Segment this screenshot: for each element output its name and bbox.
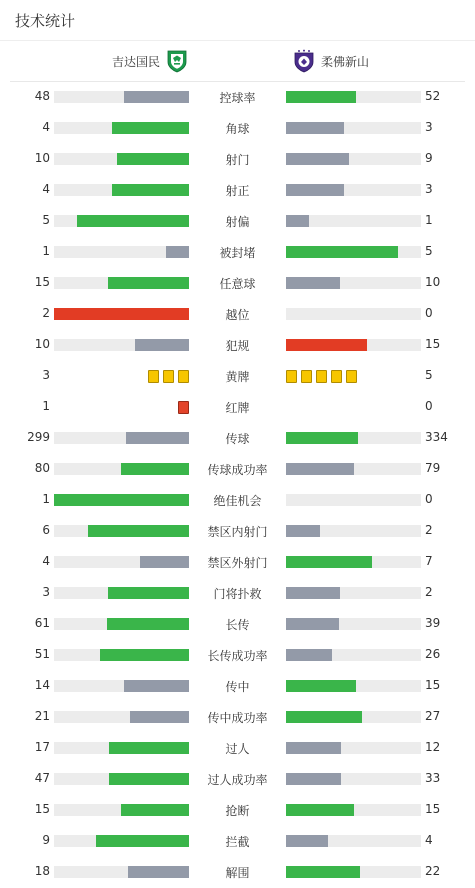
stat-label: 传球 <box>225 432 250 446</box>
stat-label: 射门 <box>225 153 250 167</box>
away-bar-fill <box>286 215 309 227</box>
away-bar-fill <box>286 246 398 258</box>
away-value: 15 <box>425 802 441 816</box>
home-value: 10 <box>34 337 50 351</box>
away-value: 2 <box>425 585 433 599</box>
stat-label: 过人 <box>225 742 250 756</box>
stat-row <box>0 423 475 454</box>
stat-label: 犯规 <box>225 339 250 353</box>
away-bar-track <box>286 804 421 816</box>
away-value: 0 <box>425 399 433 413</box>
stat-label: 射正 <box>225 184 250 198</box>
home-value: 299 <box>27 430 50 444</box>
stat-label: 红牌 <box>225 401 250 415</box>
away-value: 33 <box>425 771 441 785</box>
home-value: 1 <box>42 492 50 506</box>
home-bar-fill <box>77 215 189 227</box>
away-bar-track <box>286 91 421 103</box>
stat-label: 抢断 <box>225 804 250 818</box>
away-bar-track <box>286 742 421 754</box>
home-bar-track <box>54 277 189 289</box>
away-value: 0 <box>425 492 433 506</box>
stat-label: 控球率 <box>219 91 256 105</box>
home-cards <box>178 401 189 414</box>
home-bar-track <box>54 556 189 568</box>
home-bar-track <box>54 618 189 630</box>
away-value: 5 <box>425 368 433 382</box>
away-bar-track <box>286 432 421 444</box>
home-bar-track <box>54 866 189 878</box>
away-bar-track <box>286 463 421 475</box>
home-value: 15 <box>34 802 50 816</box>
home-value: 61 <box>34 616 50 630</box>
away-bar-fill <box>286 742 341 754</box>
red-card-icon <box>178 401 189 414</box>
home-team[interactable] <box>112 49 189 73</box>
away-bar-fill <box>286 773 341 785</box>
home-value: 48 <box>34 89 50 103</box>
away-bar-fill <box>286 277 340 289</box>
away-bar-track <box>286 339 421 351</box>
home-bar-track <box>54 649 189 661</box>
away-bar-fill <box>286 649 332 661</box>
away-value: 1 <box>425 213 433 227</box>
home-value: 9 <box>42 833 50 847</box>
away-value: 26 <box>425 647 441 661</box>
teams-header <box>0 40 475 82</box>
home-bar-fill <box>108 277 189 289</box>
stat-label: 禁区外射门 <box>207 556 268 570</box>
stat-label: 解围 <box>225 866 250 880</box>
home-bar-fill <box>124 91 189 103</box>
home-bar-fill <box>96 835 189 847</box>
away-team[interactable] <box>292 49 369 73</box>
stat-row <box>0 299 475 330</box>
home-bar-track <box>54 246 189 258</box>
stat-label: 任意球 <box>219 277 256 291</box>
home-bar-track <box>54 463 189 475</box>
home-bar-track <box>54 91 189 103</box>
yellow-card-icon <box>331 370 342 383</box>
home-value: 47 <box>34 771 50 785</box>
stat-label: 拦截 <box>225 835 250 849</box>
home-bar-fill <box>166 246 189 258</box>
away-bar-fill <box>286 339 367 351</box>
home-bar-fill <box>107 618 189 630</box>
away-value: 15 <box>425 337 441 351</box>
away-bar-track <box>286 711 421 723</box>
stat-label: 禁区内射门 <box>207 525 268 539</box>
away-bar-track <box>286 153 421 165</box>
away-bar-fill <box>286 91 356 103</box>
stat-label: 长传成功率 <box>207 649 268 663</box>
away-bar-fill <box>286 463 354 475</box>
home-bar-fill <box>108 587 189 599</box>
away-bar-track <box>286 773 421 785</box>
stat-row <box>0 640 475 671</box>
home-bar-fill <box>112 122 189 134</box>
yellow-card-icon <box>163 370 174 383</box>
away-value: 3 <box>425 120 433 134</box>
stat-label: 黄牌 <box>225 370 250 384</box>
stat-row <box>0 764 475 795</box>
away-bar-fill <box>286 184 344 196</box>
home-value: 1 <box>42 244 50 258</box>
home-bar-fill <box>128 866 189 878</box>
home-value: 2 <box>42 306 50 320</box>
away-value: 2 <box>425 523 433 537</box>
yellow-card-icon <box>301 370 312 383</box>
stat-label: 传中 <box>225 680 250 694</box>
away-value: 7 <box>425 554 433 568</box>
header <box>0 0 475 41</box>
stat-row <box>0 733 475 764</box>
away-bar-fill <box>286 587 340 599</box>
stat-label: 越位 <box>225 308 250 322</box>
stat-row <box>0 361 475 392</box>
away-bar-track <box>286 649 421 661</box>
stat-label: 传中成功率 <box>207 711 268 725</box>
away-bar-track <box>286 680 421 692</box>
away-value: 0 <box>425 306 433 320</box>
yellow-card-icon <box>316 370 327 383</box>
home-bar-fill <box>117 153 189 165</box>
stat-row <box>0 516 475 547</box>
home-bar-fill <box>126 432 189 444</box>
home-bar-track <box>54 680 189 692</box>
home-bar-track <box>54 339 189 351</box>
stats-list <box>0 82 475 888</box>
away-value: 5 <box>425 244 433 258</box>
home-bar-fill <box>100 649 189 661</box>
yellow-card-icon <box>178 370 189 383</box>
stat-row <box>0 237 475 268</box>
stat-row <box>0 330 475 361</box>
stat-row <box>0 206 475 237</box>
away-bar-track <box>286 246 421 258</box>
away-bar-fill <box>286 153 349 165</box>
stat-row <box>0 392 475 423</box>
away-value: 15 <box>425 678 441 692</box>
away-value: 39 <box>425 616 441 630</box>
stat-label: 过人成功率 <box>207 773 268 787</box>
away-bar-track <box>286 308 421 320</box>
away-bar-track <box>286 215 421 227</box>
home-value: 3 <box>42 585 50 599</box>
stat-row <box>0 82 475 113</box>
away-bar-track <box>286 494 421 506</box>
away-value: 27 <box>425 709 441 723</box>
away-value: 10 <box>425 275 441 289</box>
home-bar-fill <box>88 525 189 537</box>
stat-row <box>0 609 475 640</box>
stat-row <box>0 671 475 702</box>
home-bar-fill <box>112 184 189 196</box>
home-team-name: 吉达国民 <box>111 54 160 69</box>
stat-row <box>0 795 475 826</box>
home-bar-fill <box>54 494 189 506</box>
away-bar-track <box>286 184 421 196</box>
yellow-card-icon <box>148 370 159 383</box>
home-bar-track <box>54 773 189 785</box>
away-team-name: 柔佛新山 <box>321 54 370 69</box>
home-value: 21 <box>34 709 50 723</box>
home-cards <box>148 370 189 383</box>
away-bar-track <box>286 122 421 134</box>
stat-row <box>0 485 475 516</box>
home-bar-track <box>54 494 189 506</box>
home-value: 14 <box>34 678 50 692</box>
stat-row <box>0 454 475 485</box>
home-bar-track <box>54 835 189 847</box>
stat-row <box>0 175 475 206</box>
away-bar-fill <box>286 618 339 630</box>
home-value: 18 <box>34 864 50 878</box>
away-bar-fill <box>286 122 344 134</box>
home-bar-track <box>54 432 189 444</box>
home-bar-track <box>54 153 189 165</box>
home-bar-track <box>54 711 189 723</box>
stat-label: 射偏 <box>225 215 250 229</box>
home-bar-fill <box>54 308 189 320</box>
away-bar-fill <box>286 804 354 816</box>
home-value: 3 <box>42 368 50 382</box>
home-bar-fill <box>121 804 189 816</box>
home-bar-track <box>54 122 189 134</box>
away-bar-fill <box>286 556 372 568</box>
stat-row <box>0 547 475 578</box>
home-bar-fill <box>109 773 189 785</box>
stat-label: 角球 <box>225 122 250 136</box>
home-bar-fill <box>121 463 189 475</box>
home-bar-fill <box>140 556 189 568</box>
stat-label: 绝佳机会 <box>213 494 262 508</box>
stat-label: 门将扑救 <box>213 587 262 601</box>
stat-row <box>0 702 475 733</box>
away-value: 4 <box>425 833 433 847</box>
home-bar-track <box>54 308 189 320</box>
home-value: 1 <box>42 399 50 413</box>
away-value: 12 <box>425 740 441 754</box>
home-bar-fill <box>135 339 189 351</box>
home-value: 5 <box>42 213 50 227</box>
home-value: 80 <box>34 461 50 475</box>
home-bar-track <box>54 742 189 754</box>
home-value: 17 <box>34 740 50 754</box>
stat-label: 长传 <box>225 618 250 632</box>
home-value: 15 <box>34 275 50 289</box>
away-value: 52 <box>425 89 441 103</box>
away-bar-track <box>286 866 421 878</box>
home-value: 4 <box>42 120 50 134</box>
away-cards <box>286 370 357 383</box>
home-value: 4 <box>42 554 50 568</box>
away-bar-track <box>286 556 421 568</box>
away-value: 22 <box>425 864 441 878</box>
stat-row <box>0 113 475 144</box>
away-bar-track <box>286 525 421 537</box>
home-team-logo-icon <box>165 49 189 73</box>
home-bar-fill <box>124 680 189 692</box>
home-value: 6 <box>42 523 50 537</box>
away-value: 9 <box>425 151 433 165</box>
yellow-card-icon <box>346 370 357 383</box>
page-title: 技术统计 <box>15 12 76 30</box>
home-bar-track <box>54 804 189 816</box>
away-team-logo-icon <box>292 49 316 73</box>
stat-label: 传球成功率 <box>207 463 268 477</box>
away-bar-track <box>286 835 421 847</box>
away-bar-track <box>286 618 421 630</box>
home-bar-track <box>54 184 189 196</box>
stat-row <box>0 826 475 857</box>
home-bar-track <box>54 525 189 537</box>
away-bar-fill <box>286 711 362 723</box>
away-bar-fill <box>286 432 358 444</box>
away-bar-fill <box>286 680 356 692</box>
home-value: 4 <box>42 182 50 196</box>
away-bar-track <box>286 587 421 599</box>
home-bar-track <box>54 587 189 599</box>
stat-row <box>0 857 475 888</box>
stat-row <box>0 578 475 609</box>
away-value: 79 <box>425 461 441 475</box>
away-bar-fill <box>286 835 328 847</box>
home-value: 51 <box>34 647 50 661</box>
away-bar-fill <box>286 525 320 537</box>
away-bar-track <box>286 277 421 289</box>
away-value: 334 <box>425 430 448 444</box>
away-value: 3 <box>425 182 433 196</box>
home-bar-track <box>54 215 189 227</box>
away-bar-fill <box>286 866 360 878</box>
home-value: 10 <box>34 151 50 165</box>
stat-label: 被封堵 <box>219 246 256 260</box>
home-bar-fill <box>130 711 189 723</box>
home-bar-fill <box>109 742 189 754</box>
yellow-card-icon <box>286 370 297 383</box>
stat-row <box>0 144 475 175</box>
stat-row <box>0 268 475 299</box>
